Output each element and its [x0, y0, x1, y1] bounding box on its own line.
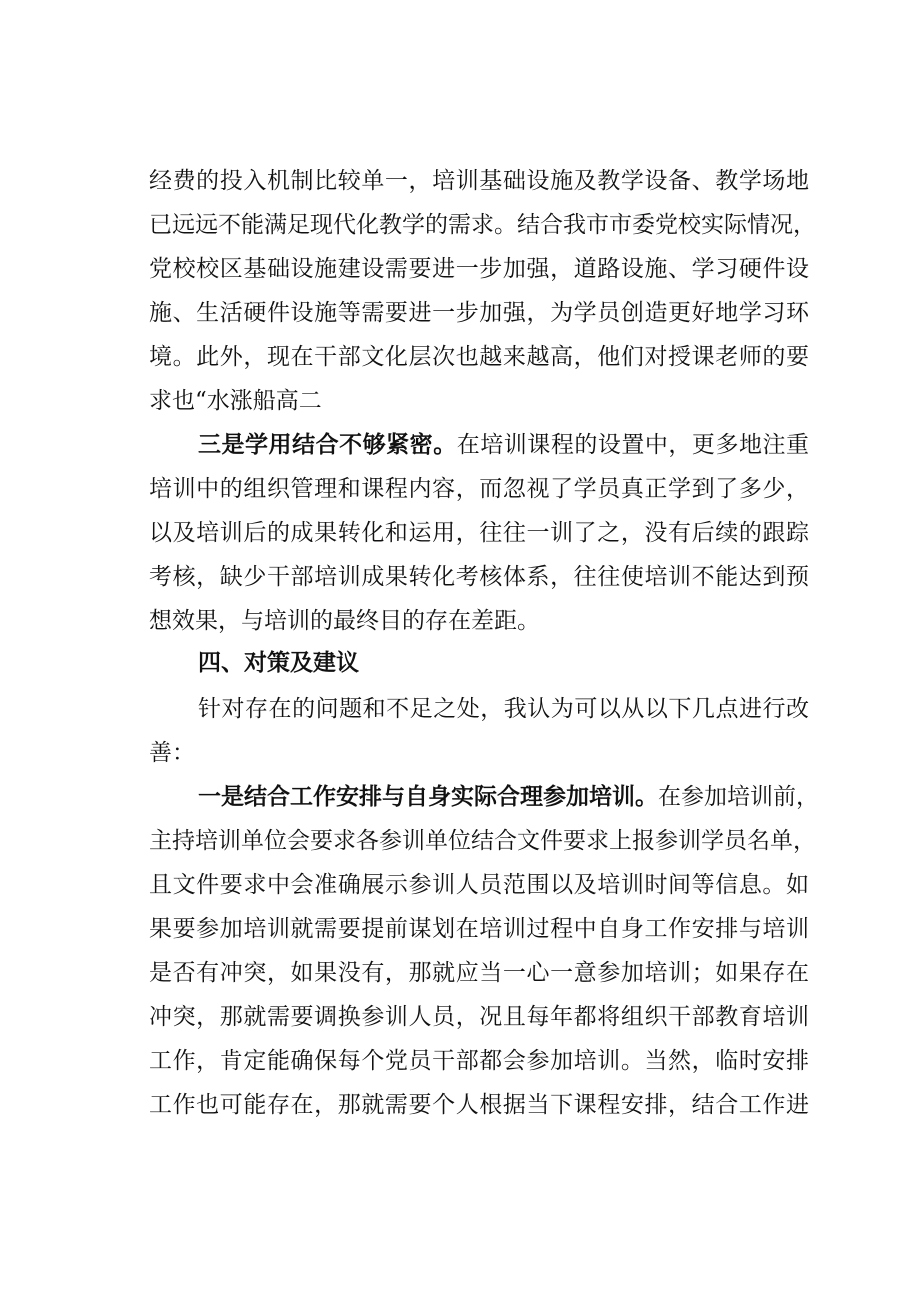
text-line: 党校校区基础设施建设需要进一步加强，道路设施、学习硬件设: [149, 256, 809, 282]
section-heading: 四、对策及建议: [198, 649, 359, 676]
text-line: 已远远不能满足现代化教学的需求。结合我市市委党校实际情况，: [149, 212, 816, 238]
text-line: 求也“水涨船高二: [149, 388, 322, 414]
text-line: 施、生活硬件设施等需要进一步加强，为学员创造更好地学习环: [149, 300, 809, 326]
text-line: 果要参加培训就需要提前谋划在培训过程中自身工作安排与培训: [149, 916, 809, 942]
text-line: 以及培训后的成果转化和运用，往往一训了之，没有后续的跟踪: [149, 520, 809, 546]
text-line: 工作，肯定能确保每个党员干部都会参加培训。当然，临时安排: [149, 1048, 809, 1074]
text-line: 想效果，与培训的最终目的存在差距。: [149, 608, 540, 634]
text-line: 主持培训单位会要求各参训单位结合文件要求上报参训学员名单，: [149, 828, 816, 854]
text-run: 在培训课程的设置中，更多地注重: [456, 432, 810, 458]
text-line: 考核，缺少干部培训成果转化考核体系，往往使培训不能达到预: [149, 564, 809, 590]
bold-lead-text: 三是学用结合不够紧密。: [198, 431, 457, 458]
text-line: 培训中的组织管理和课程内容，而忽视了学员真正学到了多少，: [149, 476, 809, 502]
text-line: 冲突，那就需要调换参训人员，况且每年都将组织干部教育培训: [149, 1004, 809, 1030]
bold-lead-text: 一是结合工作安排与自身实际合理参加培训。: [198, 783, 658, 810]
text-line: 是否有冲突，如果没有，那就应当一心一意参加培训；如果存在: [149, 960, 809, 986]
paragraph-first-line: [198, 430, 809, 460]
text-run: 在参加培训前，: [658, 784, 819, 810]
text-line: 经费的投入机制比较单一，培训基础设施及教学设备、教学场地: [149, 168, 809, 194]
text-line: 且文件要求中会准确展示参训人员范围以及培训时间等信息。如: [149, 872, 809, 898]
paragraph-first-line: [198, 782, 819, 812]
text-line: 工作也可能存在，那就需要个人根据当下课程安排，结合工作进: [149, 1092, 809, 1118]
text-line: 善：: [149, 740, 195, 766]
paragraph-first-line: 针对存在的问题和不足之处，我认为可以从以下几点进行改: [198, 696, 809, 722]
text-line: 境。此外，现在干部文化层次也越来越高，他们对授课老师的要: [149, 344, 809, 370]
